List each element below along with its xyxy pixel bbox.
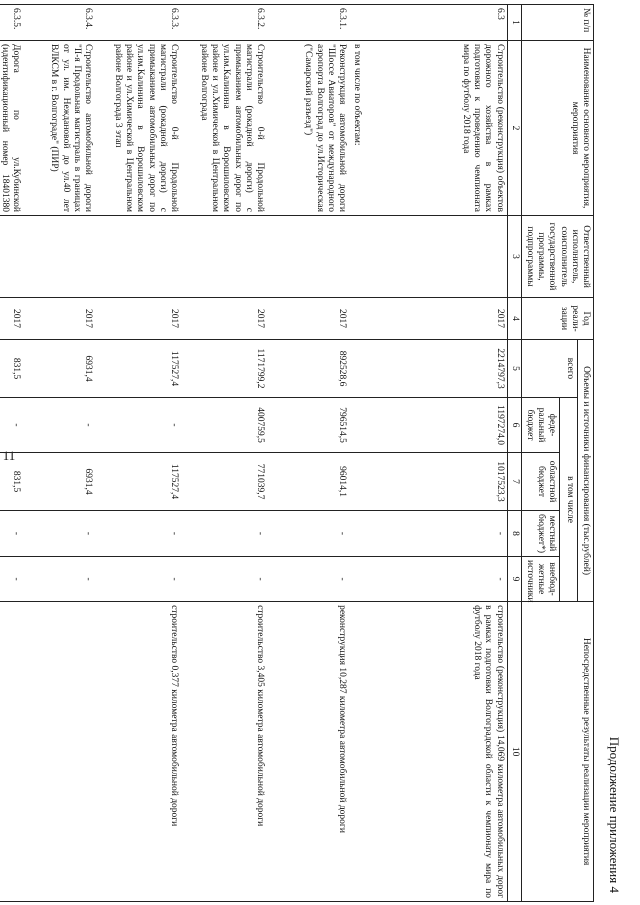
regional-amount: 771039,7 [181, 453, 267, 511]
program-table [0, 4, 594, 902]
activity-name: Строительство автомобильной дороги "II-я Продольная магистраль в границах от ул. им. Неждановой до ул.40 лет ВЛКСМ в г. Волгограде" (ПИР) [23, 41, 95, 216]
table-row [95, 5, 181, 902]
row-number: 6.3.4. [23, 5, 95, 41]
year: 2017 [23, 298, 95, 340]
row-number: 6.3 [389, 5, 507, 41]
extra-amount: - [267, 557, 349, 602]
federal-amount: 796514,5 [267, 398, 349, 453]
federal-amount: - [23, 398, 95, 453]
row-number: 6.3.1. [267, 5, 349, 41]
row-number [349, 5, 389, 41]
continuation-title: Продолжение приложения 4 [607, 736, 622, 893]
header-total: всего [521, 340, 577, 398]
year [349, 298, 389, 340]
header-year: Год реали-зации [521, 298, 593, 340]
table-row [349, 5, 389, 902]
federal-amount: - [95, 398, 181, 453]
header-result: Непосредственные результаты реализации мероприятия [521, 602, 593, 902]
federal-amount: 400759,5 [181, 398, 267, 453]
header-financing: Объемы и источники финансирования (тыс.рублей) [577, 340, 593, 602]
result-text: строительство 0,377 километра автомобильной дороги [95, 602, 181, 902]
col-number: 4 [507, 298, 521, 340]
activity-name: Дорога по ул.Кубинской (идентификационный номер 18401380 [0, 41, 23, 216]
result-text: строительство (реконструкция) 14,069 километра автомобильных дорог в рамках подготовки Волгоградской области к чемпионату мира по футболу 2018 года [389, 602, 507, 902]
extra-amount: - [181, 557, 267, 602]
responsible [23, 216, 95, 298]
extra-amount: - [23, 557, 95, 602]
regional-amount [349, 453, 389, 511]
row-number: 6.3.2. [181, 5, 267, 41]
column-numbers-row [507, 5, 521, 902]
regional-amount: 1017523,3 [389, 453, 507, 511]
result-text [349, 602, 389, 902]
activity-name: Строительство 0-й Продольной магистрали (рокадной дороги) с примыканием автомобильных дорог по ул.им.Калинина в Ворошиловском районе и ул.Химической в Центральном районе Волгограда [181, 41, 267, 216]
table-row [267, 5, 349, 902]
col-number: 5 [507, 340, 521, 398]
table-body [0, 5, 507, 902]
total-amount: 892528,6 [267, 340, 349, 398]
col-number: 3 [507, 216, 521, 298]
extra-amount: - [389, 557, 507, 602]
row-number: 6.3.5. [0, 5, 23, 41]
header-regional: областной бюджет [521, 453, 560, 511]
extra-amount: - [95, 557, 181, 602]
total-amount: 117527,4 [95, 340, 181, 398]
total-amount: 6931,4 [23, 340, 95, 398]
year: 2017 [267, 298, 349, 340]
table-row [0, 5, 23, 902]
rotated-page [0, 4, 622, 901]
col-number: 6 [507, 398, 521, 453]
local-amount: - [267, 511, 349, 557]
header-local: местный бюджет*) [521, 511, 560, 557]
federal-amount: 1197274,0 [389, 398, 507, 453]
table-row [389, 5, 507, 902]
col-number: 8 [507, 511, 521, 557]
responsible [181, 216, 267, 298]
year: 2017 [0, 298, 23, 340]
federal-amount [349, 398, 389, 453]
col-number: 7 [507, 453, 521, 511]
header-federal: феде-ральный бюджет [521, 398, 560, 453]
regional-amount: 831,5 [0, 453, 23, 511]
total-amount [349, 340, 389, 398]
result-text [0, 602, 23, 902]
col-number: 9 [507, 557, 521, 602]
year: 2017 [181, 298, 267, 340]
local-amount: - [0, 511, 23, 557]
total-amount: 2214797,3 [389, 340, 507, 398]
result-text: строительство 3,405 километра автомобильной дороги [181, 602, 267, 902]
row-number: 6.3.3. [95, 5, 181, 41]
header-extra: внебюд-жетные источники [521, 557, 560, 602]
activity-name: Реконструкция автомобильной дороги "Шоссе Авиаторов" от международного аэропорта Волгоград до ул.Историческая ("Самарский разъезд") [267, 41, 349, 216]
responsible [389, 216, 507, 298]
responsible [95, 216, 181, 298]
local-amount: - [95, 511, 181, 557]
total-amount: 1171799,2 [181, 340, 267, 398]
extra-amount: - [0, 557, 23, 602]
local-amount: - [181, 511, 267, 557]
activity-name: Строительство 0-й Продольной магистрали (рокадной дороги) с примыканием автомобильных дорог по ул.им.Калинина в Ворошиловском районе и ул.Химической в Центральном районе Волгограда 3 этап [95, 41, 181, 216]
activity-name: Строительство (реконструкция) объектов дорожного хозяйства в рамках подготовки к проведению чемпионата мира по футболу 2018 года [389, 41, 507, 216]
col-number: 2 [507, 41, 521, 216]
responsible [349, 216, 389, 298]
extra-amount [349, 557, 389, 602]
activity-name: в том числе по объектам: [349, 41, 389, 216]
table-row [181, 5, 267, 902]
year: 2017 [95, 298, 181, 340]
header-name: Наименование основного мероприятия, мероприятия [521, 41, 593, 216]
total-amount: 831,5 [0, 340, 23, 398]
result-text: реконструкция 10,287 километра автомобильной дороги [267, 602, 349, 902]
col-number: 10 [507, 602, 521, 902]
federal-amount: - [0, 398, 23, 453]
local-amount: - [389, 511, 507, 557]
responsible [0, 216, 23, 298]
header-num: № п/п [521, 5, 593, 41]
col-number: 1 [507, 5, 521, 41]
regional-amount: 96014,1 [267, 453, 349, 511]
header-including: в том числе [560, 398, 577, 602]
table-row [23, 5, 95, 902]
local-amount [349, 511, 389, 557]
responsible [267, 216, 349, 298]
local-amount: - [23, 511, 95, 557]
result-text [23, 602, 95, 902]
year: 2017 [389, 298, 507, 340]
header-responsible: Ответственный исполнитель, соисполнитель государственной программы, подпрограммы [521, 216, 593, 298]
page-number: 11 [2, 448, 16, 463]
regional-amount: 6931,4 [23, 453, 95, 511]
regional-amount: 117527,4 [95, 453, 181, 511]
